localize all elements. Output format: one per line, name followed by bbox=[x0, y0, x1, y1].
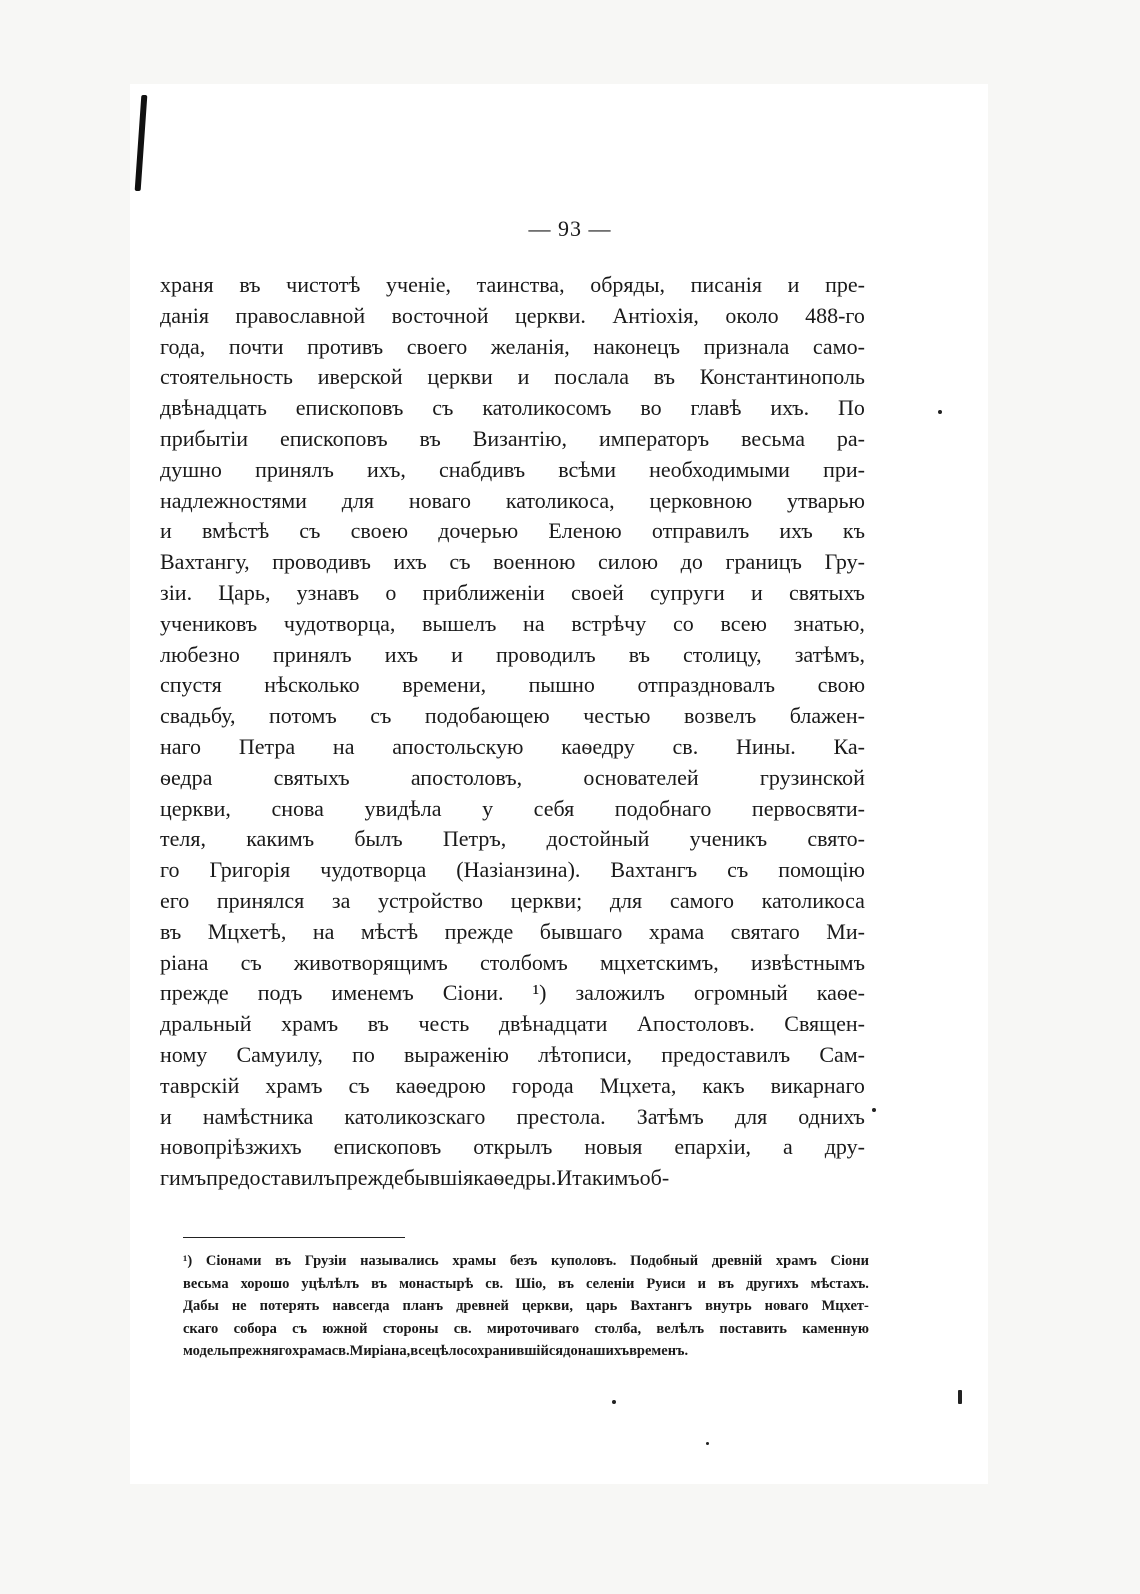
fn-line-1: ¹) Сіонами въ Грузіи назывались храмы безъ куполовъ. Подобный древній храмъ Сіони bbox=[183, 1253, 869, 1269]
line-14: спустя нѣсколько времени, пышно отпраздновалъ свою bbox=[160, 672, 865, 698]
line-20: го Григорія чудотворца (Назіанзина). Вахтангъ съ помощію bbox=[160, 857, 865, 883]
line-8: надлежностями для новаго католикоса, церковною утварью bbox=[160, 487, 865, 513]
line-23: ріана съ животворящимъ столбомъ мцхетскимъ, извѣстнымъ bbox=[160, 949, 865, 975]
ink-speck bbox=[612, 1400, 616, 1404]
line-13: любезно принялъ ихъ и проводилъ въ столицу, затѣмъ, bbox=[160, 641, 865, 667]
ink-speck bbox=[938, 410, 942, 414]
line-30: гимъ предоставилъ прежде бывшія каѳедры. И такимъ об- bbox=[160, 1165, 670, 1191]
line-22: въ Мцхетѣ, на мѣстѣ прежде бывшаго храма святаго Ми- bbox=[160, 918, 865, 944]
footnote bbox=[183, 1250, 869, 1363]
line-5: двѣнадцать епископовъ съ католикосомъ во главѣ ихъ. По bbox=[160, 395, 865, 421]
line-21: его принялся за устройство церкви; для самого католикоса bbox=[160, 887, 865, 913]
line-9: и вмѣстѣ съ своею дочерью Еленою отправилъ ихъ къ bbox=[160, 518, 865, 544]
line-26: ному Самуилу, по выраженію лѣтописи, предоставилъ Сам- bbox=[160, 1041, 865, 1067]
line-24: прежде подъ именемъ Сіони. ¹) заложилъ огромный каѳе- bbox=[160, 980, 865, 1006]
line-27: таврскій храмъ съ каѳедрою города Мцхета, какъ викарнаго bbox=[160, 1072, 865, 1098]
line-7: душно принялъ ихъ, снабдивъ всѣми необходимыми при- bbox=[160, 456, 865, 482]
line-29: новопріѣзжихъ епископовъ открылъ новыя епархіи, а дру- bbox=[160, 1134, 865, 1160]
line-12: учениковъ чудотворца, вышелъ на встрѣчу со всею знатью, bbox=[160, 610, 865, 636]
fn-line-3: Дабы не потерять навсегда планъ древней церкви, царь Вахтангъ внутрь новаго Мцхет- bbox=[183, 1298, 869, 1314]
line-2: данія православной восточной церкви. Антіохія, около 488-го bbox=[160, 302, 865, 328]
line-17: ѳедра святыхъ апостоловъ, основателей грузинской bbox=[160, 764, 865, 790]
ink-speck bbox=[872, 1108, 876, 1112]
line-1: храня въ чистотѣ ученіе, таинства, обряды, писанія и пре- bbox=[160, 272, 865, 297]
line-4: стоятельность иверской церкви и послала въ Константинополь bbox=[160, 364, 865, 390]
line-6: прибытіи епископовъ въ Византію, императоръ весьма ра- bbox=[160, 425, 865, 451]
line-28: и намѣстника католикозскаго престола. Затѣмъ для однихъ bbox=[160, 1103, 865, 1129]
line-3: года, почти противъ своего желанія, наконецъ признала само- bbox=[160, 333, 865, 359]
ink-speck bbox=[958, 1390, 962, 1404]
line-18: церкви, снова увидѣла у себя подобнаго первосвяти- bbox=[160, 795, 865, 821]
page-number: — 93 — bbox=[528, 216, 612, 241]
line-15: свадьбу, потомъ съ подобающею честью возвелъ блажен- bbox=[160, 703, 865, 729]
fn-line-5: модель прежняго храма св. Миріана, всецѣло сохранившійся до нашихъ временъ. bbox=[183, 1343, 689, 1359]
ink-speck bbox=[706, 1442, 709, 1445]
body-text bbox=[160, 270, 865, 1194]
fn-line-4: скаго собора съ южной стороны св. мироточиваго столба, велѣлъ поставить каменную bbox=[183, 1320, 869, 1337]
fn-line-2: весьма хорошо уцѣлѣлъ въ монастырѣ св. Шіо, въ селеніи Руиси и въ другихъ мѣстахъ. bbox=[183, 1275, 869, 1292]
line-25: дральный храмъ въ честь двѣнадцати Апостоловъ. Священ- bbox=[160, 1011, 865, 1037]
line-19: теля, какимъ былъ Петръ, достойный ученикъ свято- bbox=[160, 826, 865, 852]
line-16: наго Петра на апостольскую каѳедру св. Нины. Ка- bbox=[160, 733, 865, 759]
line-10: Вахтангу, проводивъ ихъ съ военною силою до границъ Гру- bbox=[160, 549, 865, 575]
footnote-separator bbox=[183, 1237, 405, 1238]
line-11: зіи. Царь, узнавъ о приближеніи своей супруги и святыхъ bbox=[160, 579, 865, 605]
